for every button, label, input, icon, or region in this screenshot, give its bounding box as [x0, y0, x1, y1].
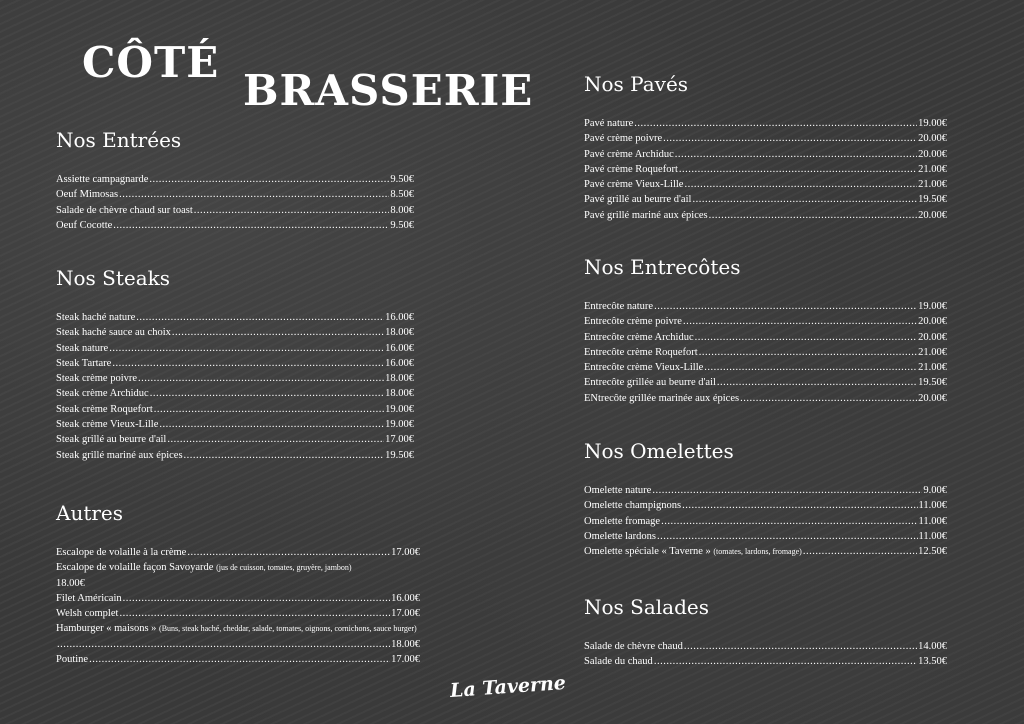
dot-leader: [57, 637, 390, 652]
menu-item: [584, 498, 947, 513]
dot-leader: [717, 375, 917, 390]
dot-leader: [136, 310, 384, 325]
menu-item-price: 20.00€: [918, 331, 947, 343]
menu-item-name: Escalope de volaille façon Savoyarde: [56, 562, 214, 574]
section-title: Nos Omelettes: [584, 439, 734, 463]
menu-item-label: [584, 345, 698, 360]
menu-item-label: [56, 652, 88, 667]
menu-item-price: 18.00€: [56, 577, 85, 589]
menu-item: [56, 417, 414, 432]
menu-item-price: 16.00€: [385, 312, 414, 323]
menu-item-label: [584, 147, 674, 162]
dot-leader: [194, 203, 390, 218]
menu-item-name: Steak crème Archiduc: [56, 388, 149, 400]
dot-leader: [683, 314, 917, 329]
dot-leader: [154, 402, 384, 417]
menu-item-name: Escalope de volaille à la crème: [56, 547, 187, 558]
menu-item-name: Pavé grillé au beurre d'ail: [584, 194, 692, 206]
dot-leader: [803, 544, 917, 559]
menu-item: [56, 606, 420, 621]
menu-item: [584, 299, 947, 314]
menu-item-name: Hamburger « maisons »: [56, 623, 157, 635]
menu-item-label: [56, 187, 118, 202]
menu-item-note: (jus de cuisson, tomates, gruyère, jambon): [216, 563, 352, 573]
menu-item-name: Filet Américain: [56, 592, 122, 604]
menu-item: [56, 172, 414, 187]
menu-item-name: Pavé crème poivre: [584, 133, 663, 145]
menu-item: [56, 341, 414, 356]
menu-item-price: 18.00€: [385, 327, 414, 339]
menu-item-name: Entrecôte crème poivre: [584, 316, 682, 328]
menu-item-name: Steak crème poivre: [56, 373, 138, 385]
menu-item-price: 21.00€: [918, 179, 947, 191]
menu-item: [56, 432, 414, 447]
menu-item-label: [56, 417, 158, 432]
dot-leader: [119, 187, 389, 202]
menu-item: [56, 386, 414, 401]
menu-item: [584, 131, 947, 146]
dot-leader: [184, 448, 385, 463]
dot-leader: [679, 162, 917, 177]
menu-item-price: 19.50€: [918, 194, 947, 206]
menu-item-name: Omelette spéciale « Taverne »: [584, 546, 711, 558]
menu-item: [584, 514, 947, 529]
dot-leader: [740, 391, 917, 406]
menu-item-price: 17.00€: [391, 608, 420, 620]
menu-item-label: [56, 218, 112, 233]
menu-item-label: [584, 529, 656, 544]
menu-item-label: [584, 360, 703, 375]
dot-leader: [684, 639, 917, 654]
menu-item: [56, 325, 414, 340]
dot-leader: [692, 192, 917, 207]
menu-item-name: Pavé crème Roquefort: [584, 163, 678, 175]
menu-item-label: [56, 545, 186, 560]
menu-item-label: [56, 623, 417, 634]
title-line-1: CÔTÉ: [82, 38, 220, 87]
menu-item-label: [584, 314, 682, 329]
dot-leader: [150, 386, 384, 401]
menu-item-name: Salade de chèvre chaud: [584, 641, 683, 652]
menu-item-name: Steak grillé au beurre d'ail: [56, 434, 167, 446]
dot-leader: [661, 514, 917, 529]
menu-item-name: Salade du chaud: [584, 656, 653, 668]
menu-item-name: Steak nature: [56, 342, 109, 354]
menu-item-price: 19.50€: [918, 377, 947, 389]
dot-leader: [695, 330, 918, 345]
dot-leader: [657, 529, 917, 544]
dot-leader: [684, 177, 917, 192]
menu-item-price: 16.00€: [385, 342, 414, 354]
menu-item-name: Poutine: [56, 654, 89, 666]
menu-item: [584, 330, 947, 345]
menu-item-name: Omelette fromage: [584, 515, 661, 527]
dot-leader: [113, 218, 389, 233]
menu-item-name: Omelette lardons: [584, 530, 657, 542]
menu-item-name: Oeuf Mimosas: [56, 189, 119, 201]
menu-item-name: Steak haché sauce au choix: [56, 327, 171, 339]
menu-item: [56, 591, 420, 606]
menu-item-label: [584, 162, 678, 177]
dot-leader: [167, 432, 384, 447]
section-salades: [584, 595, 947, 670]
dot-leader: [109, 341, 384, 356]
menu-item-price: 11.00€: [918, 500, 947, 512]
menu-item-price: 20.00€: [918, 148, 947, 160]
dot-leader: [709, 208, 918, 223]
section-steaks: [56, 266, 414, 463]
dot-leader: [699, 345, 917, 360]
menu-item-label: [584, 483, 651, 498]
menu-item-name: Pavé nature: [584, 118, 634, 129]
menu-item-price: 12.50€: [918, 546, 947, 558]
menu-item-note: (tomates, lardons, fromage): [713, 547, 802, 557]
menu-item: [584, 654, 947, 669]
menu-item: [584, 345, 947, 360]
menu-item-price: 8.00€: [390, 204, 414, 216]
menu-item-name: Entrecôte grillée au beurre d'ail: [584, 377, 716, 389]
menu-item-label: [584, 192, 691, 207]
section-title: Nos Entrecôtes: [584, 255, 741, 279]
menu-item-price: 16.00€: [391, 592, 420, 604]
menu-item: [584, 544, 947, 559]
section-entrecotes: [584, 255, 947, 406]
menu-item: [584, 192, 947, 207]
menu-item-label: [584, 391, 739, 406]
menu-item-price: 9.50€: [390, 174, 414, 185]
menu-item-price: 19.00€: [918, 301, 947, 312]
menu-item-label: [56, 591, 122, 606]
menu-item: [56, 621, 420, 652]
section-autres: [56, 501, 420, 667]
menu-item-price: 9.00€: [923, 485, 947, 496]
menu-item-label: [584, 131, 662, 146]
menu-item-price: 18.00€: [385, 373, 414, 385]
menu-item-name: Pavé grillé mariné aux épices: [584, 209, 708, 221]
menu-item-name: Omelette nature: [584, 485, 652, 496]
dot-leader: [112, 356, 384, 371]
menu-item: [56, 402, 414, 417]
dot-leader: [654, 654, 917, 669]
section-entrees: [56, 128, 414, 233]
menu-item: [56, 356, 414, 371]
section-omelettes: [584, 439, 947, 559]
menu-item: [584, 375, 947, 390]
menu-item: [584, 116, 947, 131]
menu-item: [584, 208, 947, 223]
menu-item: [584, 483, 947, 498]
menu-item: [584, 177, 947, 192]
menu-item-label: [56, 606, 118, 621]
dot-leader: [172, 325, 384, 340]
menu-item-price: 11.00€: [918, 530, 947, 542]
menu-item-label: [584, 208, 708, 223]
dot-leader: [159, 417, 384, 432]
dot-leader: [89, 652, 390, 667]
menu-item: [56, 448, 414, 463]
dot-leader: [149, 172, 389, 187]
menu-item-label: [584, 330, 694, 345]
menu-item-label: [56, 402, 153, 417]
menu-item-name: Steak haché nature: [56, 312, 136, 323]
section-title: Nos Salades: [584, 595, 710, 619]
dot-leader: [682, 498, 917, 513]
menu-item-label: [584, 116, 633, 131]
menu-item-price: 17.00€: [385, 434, 414, 446]
menu-item-label: [584, 639, 683, 654]
la-taverne-logo: La Taverne: [449, 671, 567, 703]
menu-item: [56, 187, 414, 202]
menu-item-name: Oeuf Cocotte: [56, 219, 113, 231]
menu-item: [584, 529, 947, 544]
menu-item-price: 17.00€: [391, 547, 420, 558]
dot-leader: [675, 147, 917, 162]
menu-item-price: 18.00€: [385, 388, 414, 400]
menu-item-price: 8.50€: [390, 189, 414, 201]
section-paves: [584, 72, 947, 223]
menu-item-label: [56, 432, 166, 447]
title-line-2: BRASSERIE: [243, 66, 534, 115]
menu-item-price: 16.00€: [385, 357, 414, 369]
menu-item-label: [56, 356, 111, 371]
menu-item: [56, 371, 414, 386]
menu-item-price: 9.50€: [390, 219, 414, 231]
menu-item-price: 20.00€: [918, 133, 947, 145]
menu-item-price: 20.00€: [918, 316, 947, 328]
menu-item-label: [584, 654, 653, 669]
menu-item-label: [56, 310, 135, 325]
menu-item-label: [56, 172, 148, 187]
menu-item-name: Steak crème Roquefort: [56, 403, 153, 415]
dot-leader: [652, 483, 922, 498]
menu-item-price: 21.00€: [918, 163, 947, 175]
dot-leader: [663, 131, 917, 146]
menu-item-price: 19.00€: [918, 118, 947, 129]
menu-item-price: 17.00€: [391, 654, 420, 666]
menu-item-label: [584, 299, 653, 314]
menu-item-label: [56, 562, 352, 573]
menu-item-price: 13.50€: [918, 656, 947, 668]
menu-item-label: [56, 448, 183, 463]
menu-item-label: [56, 203, 193, 218]
section-title: Nos Entrées: [56, 128, 182, 152]
menu-item: [56, 203, 414, 218]
dot-leader: [187, 545, 390, 560]
menu-item-price: 21.00€: [918, 346, 947, 358]
dot-leader: [123, 591, 391, 606]
menu-item-name: Pavé crème Vieux-Lille: [584, 179, 684, 191]
menu-item: [584, 639, 947, 654]
menu-item-name: Entrecôte crème Archiduc: [584, 331, 694, 343]
dot-leader: [119, 606, 390, 621]
menu-item-label: [56, 371, 137, 386]
menu-item-label: [584, 498, 681, 513]
section-title: Nos Steaks: [56, 266, 171, 290]
dot-leader: [654, 299, 917, 314]
section-title: Nos Pavés: [584, 72, 689, 96]
menu-item-name: Steak crème Vieux-Lille: [56, 419, 159, 431]
menu-item-name: Entrecôte crème Roquefort: [584, 346, 698, 358]
menu-item-price: 11.00€: [918, 515, 947, 527]
menu-item-name: Assiette campagnarde: [56, 174, 149, 185]
section-title: Autres: [56, 501, 124, 525]
dot-leader: [634, 116, 917, 131]
menu-item-name: Welsh complet: [56, 608, 119, 620]
menu-item-price: 20.00€: [918, 392, 947, 404]
menu-item-price: 20.00€: [918, 209, 947, 221]
menu-item: [584, 147, 947, 162]
menu-item-name: Entrecôte nature: [584, 301, 654, 312]
menu-item: [584, 360, 947, 375]
menu-item-price: 19.00€: [385, 403, 414, 415]
menu-item-price: 14.00€: [918, 641, 947, 652]
menu-item-name: Salade de chèvre chaud sur toast: [56, 204, 193, 216]
menu-item-name: Entrecôte crème Vieux-Lille: [584, 362, 704, 374]
menu-item: [56, 545, 420, 560]
menu-item-name: Pavé crème Archiduc: [584, 148, 674, 160]
menu-item-name: ENtrecôte grillée marinée aux épices: [584, 392, 740, 404]
dot-leader: [138, 371, 384, 386]
menu-item-name: Steak grillé mariné aux épices: [56, 449, 183, 461]
menu-item-note: (Buns, steak haché, cheddar, salade, tomates, oignons, cornichons, sauce burger): [159, 624, 417, 634]
menu-item: [584, 391, 947, 406]
menu-item-label: [584, 514, 660, 529]
menu-item-label: [584, 177, 683, 192]
menu-item-label: [56, 386, 149, 401]
menu-item: [56, 652, 420, 667]
menu-item-label: [584, 375, 716, 390]
menu-item-price: 18.00€: [391, 638, 420, 650]
menu-item-price: 19.00€: [385, 419, 414, 431]
menu-item-name: Omelette champignons: [584, 500, 682, 512]
menu-item-price: 19.50€: [385, 449, 414, 461]
menu-item: [56, 310, 414, 325]
menu-item-price: 21.00€: [918, 362, 947, 374]
menu-item: [584, 314, 947, 329]
menu-item: [56, 560, 420, 591]
dot-leader: [704, 360, 917, 375]
menu-item: [584, 162, 947, 177]
menu-item-label: [56, 341, 108, 356]
menu-item: [56, 218, 414, 233]
menu-item-label: [56, 325, 171, 340]
menu-item-label: [584, 544, 802, 559]
menu-item-name: Steak Tartare: [56, 357, 112, 369]
